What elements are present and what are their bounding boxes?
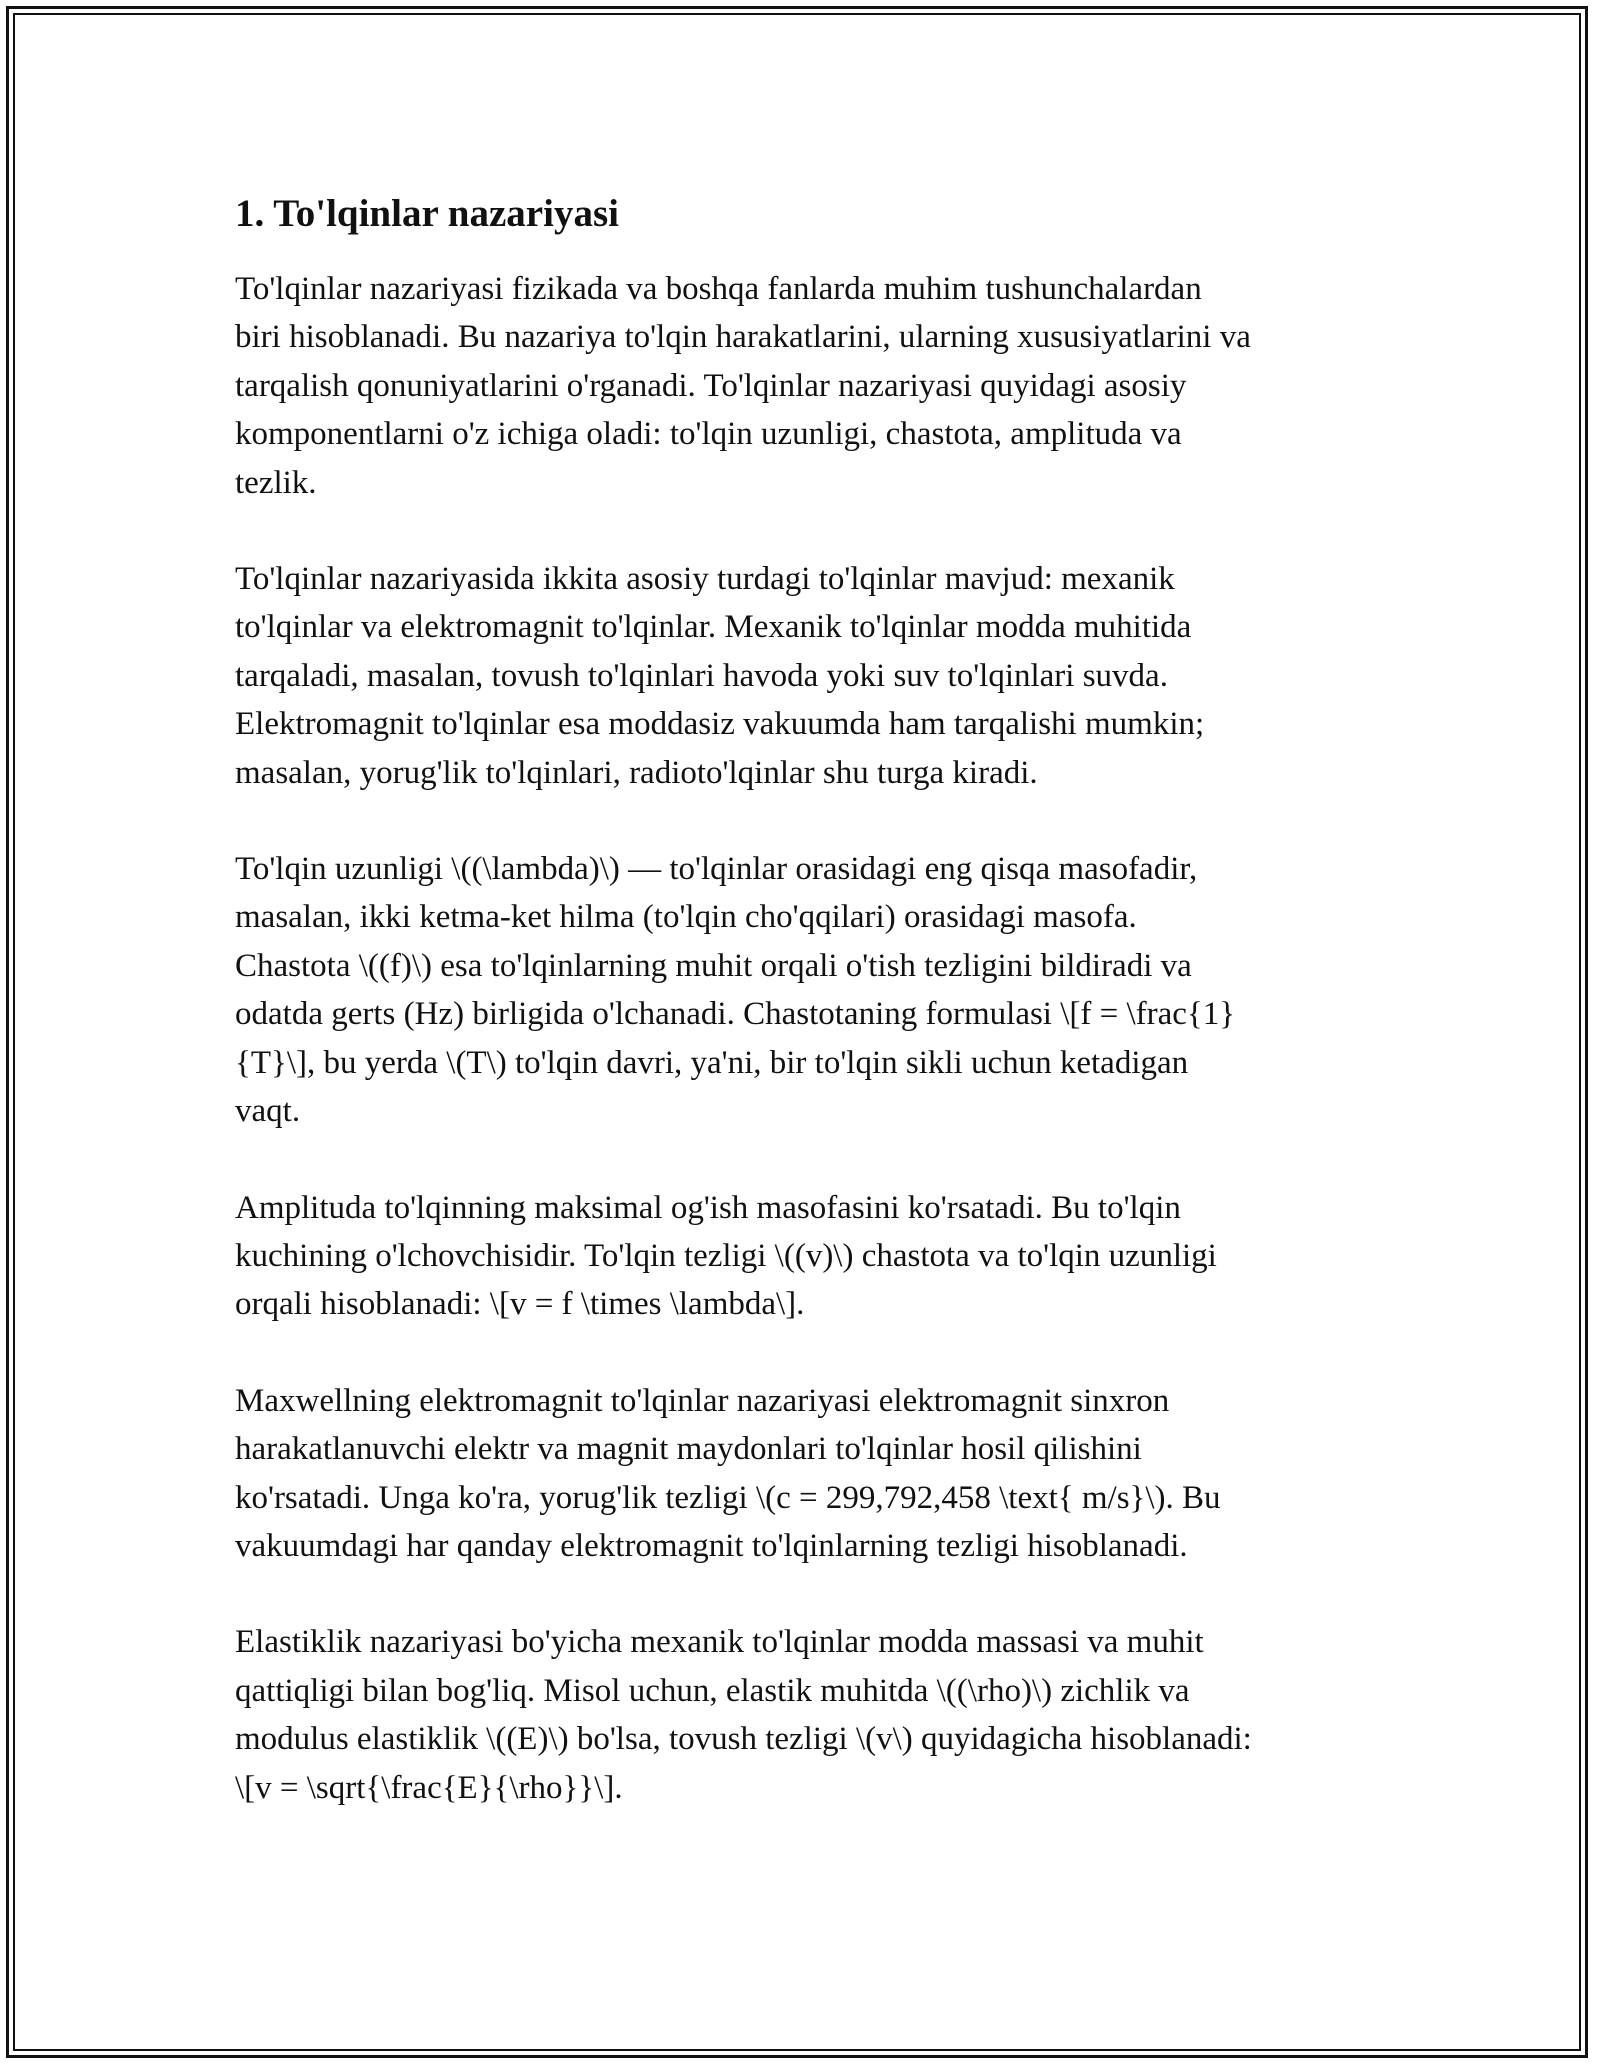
text-line: Elastiklik nazariyasi bo'yicha mexanik to'lqinlar modda massasi va muhit	[235, 1624, 1204, 1661]
text-line: Chastota \((f)\) esa to'lqinlarning muhit orqali o'tish tezligini bildiradi va	[235, 947, 1192, 984]
text-line: masalan, ikki ketma-ket hilma (to'lqin cho'qqilari) orasidagi masofa.	[235, 899, 1137, 936]
text-line: vaqt.	[235, 1093, 301, 1130]
text-line: To'lqinlar nazariyasi fizikada va boshqa fanlarda muhim tushunchalardan	[235, 271, 1202, 307]
text-line: \[v = \sqrt{\frac{E}{\rho}}\].	[235, 1769, 623, 1806]
text-line: tezlik.	[235, 464, 317, 501]
text-line: {T}\], bu yerda \(T\) to'lqin davri, ya'ni, bir to'lqin sikli uchun ketadigan	[235, 1044, 1189, 1081]
text-line: masalan, yorug'lik to'lqinlari, radioto'lqinlar shu turga kiradi.	[235, 754, 1038, 791]
text-line: To'lqinlar nazariyasida ikkita asosiy turdagi to'lqinlar mavjud: mexanik	[235, 561, 1175, 598]
text-line: kuchining o'lchovchisidir. To'lqin tezligi \((v)\) chastota va to'lqin uzunligi	[235, 1237, 1217, 1274]
text-line: harakatlanuvchi elektr va magnit maydonlari to'lqinlar hosil qilishini	[235, 1431, 1142, 1468]
text-line: to'lqinlar va elektromagnit to'lqinlar. Mexanik to'lqinlar modda muhitida	[235, 609, 1192, 646]
text-line: Amplituda to'lqinning maksimal og'ish masofasini ko'rsatadi. Bu to'lqin	[235, 1189, 1181, 1226]
section-title: 1. To'lqinlar nazariyasi	[235, 192, 619, 235]
paragraph-elasticity	[235, 1618, 1365, 1812]
text-line: orqali hisoblanadi: \[v = f \times \lambda\].	[235, 1286, 805, 1323]
paragraph-intro	[235, 265, 1365, 507]
text-line: tarqalish qonuniyatlarini o'rganadi. To'lqinlar nazariyasi quyidagi asosiy	[235, 367, 1187, 404]
text-line: Maxwellning elektromagnit to'lqinlar nazariyasi elektromagnit sinxron	[235, 1382, 1170, 1419]
text-line: To'lqin uzunligi \((\lambda)\) — to'lqinlar orasidagi eng qisqa masofadir,	[235, 851, 1198, 888]
text-line: Elektromagnit to'lqinlar esa moddasiz vakuumda ham tarqalishi mumkin;	[235, 706, 1205, 743]
paragraph-wavelength-frequency	[235, 845, 1365, 1135]
paragraph-maxwell	[235, 1377, 1365, 1571]
text-line: tarqaladi, masalan, tovush to'lqinlari havoda yoki suv to'lqinlari suvda.	[235, 657, 1168, 694]
paragraph-amplitude-speed	[235, 1184, 1365, 1329]
paragraph-wave-types	[235, 555, 1365, 797]
text-line: biri hisoblanadi. Bu nazariya to'lqin harakatlarini, ularning xususiyatlarini va	[235, 319, 1251, 356]
document-page	[235, 185, 1365, 1860]
text-line: ko'rsatadi. Unga ko'ra, yorug'lik tezligi \(c = 299,792,458 \text{ m/s}\). Bu	[235, 1479, 1221, 1516]
text-line: vakuumdagi har qanday elektromagnit to'lqinlarning tezligi hisoblanadi.	[235, 1527, 1188, 1564]
text-line: modulus elastiklik \((E)\) bo'lsa, tovush tezligi \(v\) quyidagicha hisoblanadi:	[235, 1721, 1252, 1758]
text-line: qattiqligi bilan bog'liq. Misol uchun, elastik muhitda \((\rho)\) zichlik va	[235, 1672, 1190, 1709]
text-line: komponentlarni o'z ichiga oladi: to'lqin uzunligi, chastota, amplituda va	[235, 416, 1182, 453]
text-line: odatda gerts (Hz) birligida o'lchanadi. Chastotaning formulasi \[f = \frac{1}	[235, 996, 1236, 1033]
